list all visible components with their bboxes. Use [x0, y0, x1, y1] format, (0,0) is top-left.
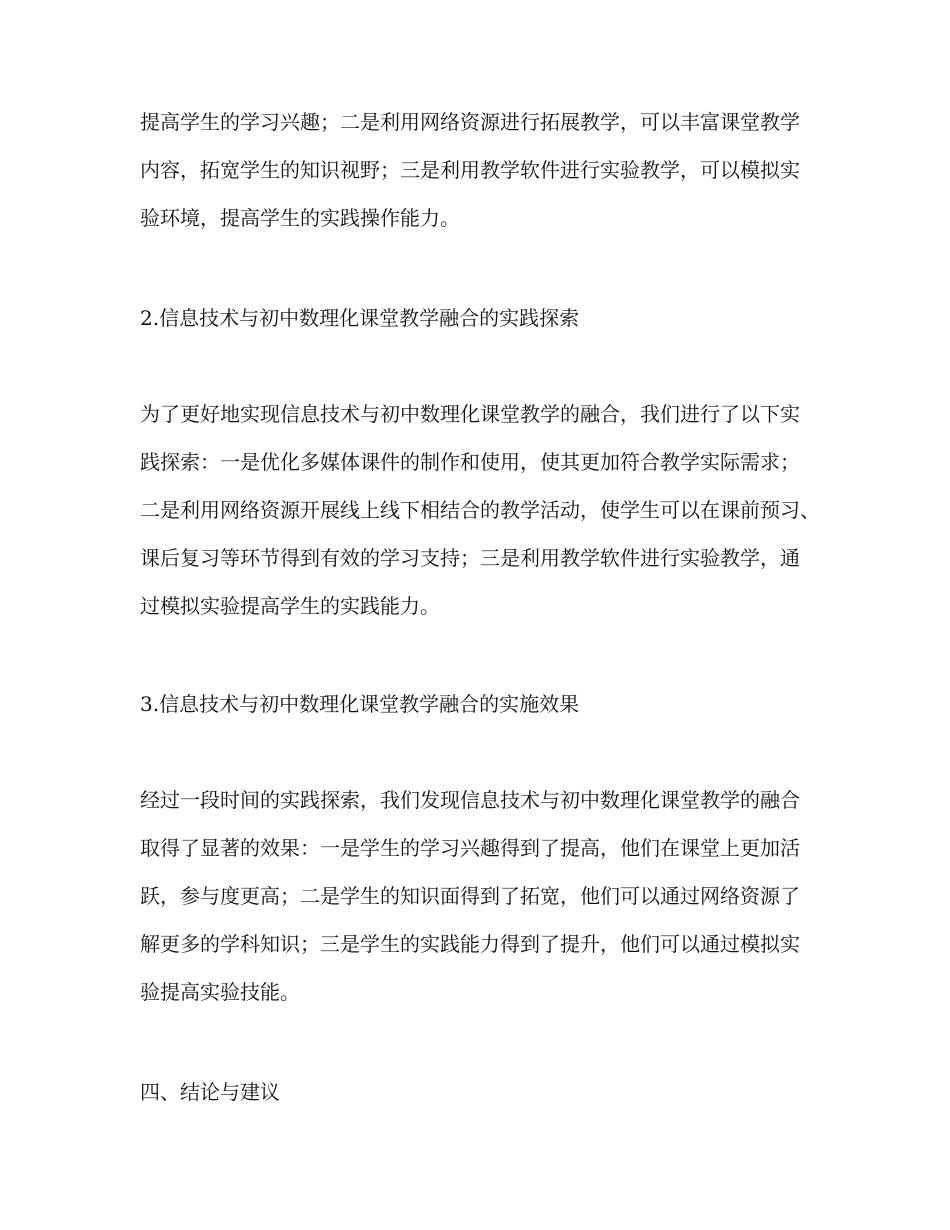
text-line: 二是利用网络资源开展线上线下相结合的教学活动，使学生可以在课前预习、 — [140, 498, 820, 522]
section-heading-text: 四、结论与建议 — [140, 1080, 280, 1104]
text-line: 取得了显著的效果：一是学生的学习兴趣得到了提高，他们在课堂上更加活 — [140, 836, 800, 860]
subheading-text: 3.信息技术与初中数理化课堂教学融合的实施效果 — [140, 692, 580, 716]
text-line: 解更多的学科知识；三是学生的实践能力得到了提升，他们可以通过模拟实 — [140, 932, 800, 956]
text-line: 践探索：一是优化多媒体课件的制作和使用，使其更加符合教学实际需求； — [140, 450, 800, 474]
section-heading-conclusion — [140, 1068, 280, 1116]
subheading-practice-exploration — [140, 294, 579, 342]
paragraph-implementation-effect — [140, 776, 800, 1016]
paragraph-continued — [140, 98, 800, 242]
text-line: 验环境，提高学生的实践操作能力。 — [140, 206, 460, 230]
subheading-implementation-effect — [140, 680, 579, 728]
text-line: 为了更好地实现信息技术与初中数理化课堂教学的融合，我们进行了以下实 — [140, 402, 800, 426]
text-line: 内容，拓宽学生的知识视野；三是利用教学软件进行实验教学，可以模拟实 — [140, 158, 800, 182]
text-line: 提高学生的学习兴趣；二是利用网络资源进行拓展教学，可以丰富课堂教学 — [140, 110, 800, 134]
text-line: 经过一段时间的实践探索，我们发现信息技术与初中数理化课堂教学的融合 — [140, 788, 800, 812]
paragraph-practice-exploration — [140, 390, 820, 630]
text-line: 课后复习等环节得到有效的学习支持；三是利用教学软件进行实验教学，通 — [140, 546, 800, 570]
text-line: 跃，参与度更高；二是学生的知识面得到了拓宽，他们可以通过网络资源了 — [140, 884, 800, 908]
text-line: 验提高实验技能。 — [140, 980, 300, 1004]
text-line: 过模拟实验提高学生的实践能力。 — [140, 594, 440, 618]
subheading-text: 2.信息技术与初中数理化课堂教学融合的实践探索 — [140, 306, 580, 330]
